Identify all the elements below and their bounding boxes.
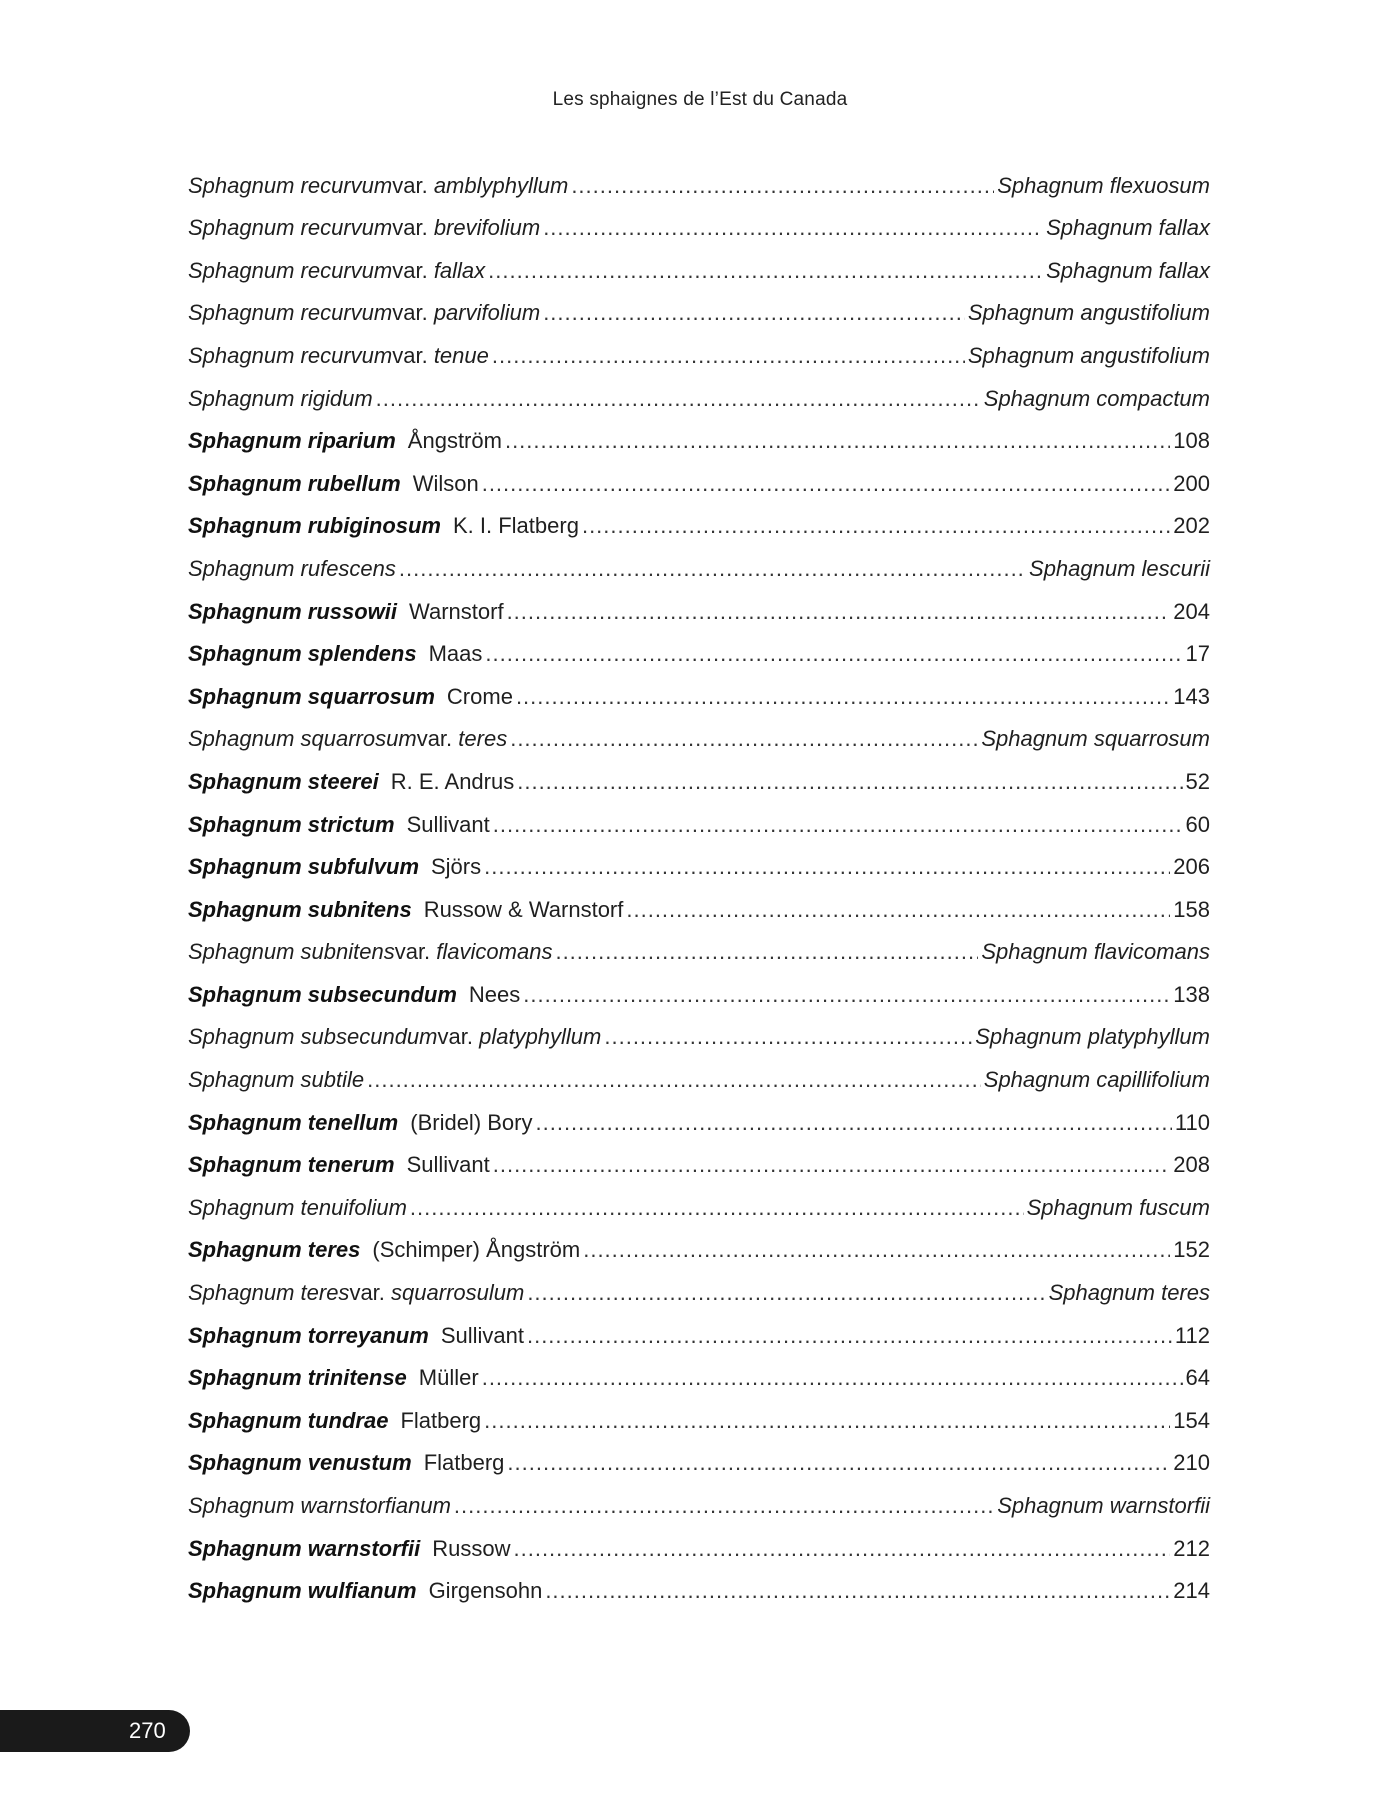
index-entry-accepted xyxy=(188,838,1210,881)
accepted-name-reference: Sphagnum warnstorfii xyxy=(997,1493,1210,1518)
dot-leader xyxy=(485,641,1182,667)
page-reference: 158 xyxy=(1173,896,1210,922)
dot-leader xyxy=(507,599,1171,625)
dot-leader xyxy=(527,1323,1172,1349)
dot-leader xyxy=(523,982,1170,1008)
dot-leader xyxy=(527,1280,1045,1306)
index-entry-accepted xyxy=(188,880,1210,923)
dot-leader xyxy=(545,1578,1170,1604)
index-entry-synonym xyxy=(188,241,1210,284)
rank-abbreviation: var. xyxy=(392,300,428,326)
index-entry-accepted xyxy=(188,1391,1210,1434)
taxon-name: Sphagnum tenellum xyxy=(188,1109,399,1135)
page-number-tab xyxy=(0,1710,190,1752)
index-entry-synonym xyxy=(188,1178,1210,1221)
taxon-name: Sphagnum rigidum xyxy=(188,385,373,411)
dot-leader xyxy=(493,1152,1171,1178)
rank-abbreviation: var. xyxy=(437,1024,473,1050)
dot-leader xyxy=(492,343,965,369)
index-entry-synonym xyxy=(188,1476,1210,1519)
taxon-author: Flatberg xyxy=(400,1407,482,1433)
infraspecific-epithet: parvifolium xyxy=(433,300,541,326)
index-entry-synonym xyxy=(188,923,1210,966)
taxon-author: Ångström xyxy=(407,428,502,454)
dot-leader xyxy=(516,684,1170,710)
dot-leader xyxy=(543,215,1043,241)
index-entry-accepted xyxy=(188,1349,1210,1392)
page-reference: 200 xyxy=(1173,470,1210,496)
accepted-name-reference: Sphagnum fallax xyxy=(1046,257,1210,283)
taxon-author: R. E. Andrus xyxy=(390,768,515,794)
dot-leader xyxy=(604,1024,972,1050)
taxon-author: Sjörs xyxy=(431,854,482,880)
taxon-author: (Schimper) Ångström xyxy=(372,1237,581,1263)
dot-leader xyxy=(517,769,1182,795)
index-entry-accepted xyxy=(188,795,1210,838)
accepted-name-reference: Sphagnum lescurii xyxy=(1029,555,1210,581)
infraspecific-epithet: teres xyxy=(458,726,508,752)
dot-leader xyxy=(543,300,965,326)
infraspecific-epithet: fallax xyxy=(433,257,486,283)
dot-leader xyxy=(571,173,994,199)
taxon-name: Sphagnum squarrosum xyxy=(188,683,435,709)
dot-leader xyxy=(514,1536,1171,1562)
page-reference: 152 xyxy=(1173,1237,1210,1263)
infraspecific-epithet: platyphyllum xyxy=(479,1024,602,1050)
taxon-name: Sphagnum subtile xyxy=(188,1067,365,1093)
page-reference: 154 xyxy=(1173,1407,1210,1433)
index-entry-accepted xyxy=(188,582,1210,625)
taxon-author: Sullivant xyxy=(406,811,490,837)
dot-leader xyxy=(505,428,1170,454)
taxon-name: Sphagnum rufescens xyxy=(188,555,396,581)
index-entry-accepted xyxy=(188,752,1210,795)
rank-abbreviation: var. xyxy=(392,215,428,241)
taxon-author: (Bridel) Bory xyxy=(410,1109,533,1135)
accepted-name-reference: Sphagnum flexuosum xyxy=(997,172,1210,198)
taxon-name: Sphagnum torreyanum xyxy=(188,1322,429,1348)
index-entry-accepted xyxy=(188,1434,1210,1477)
page-reference: 60 xyxy=(1185,811,1210,837)
rank-abbreviation: var. xyxy=(392,257,428,283)
rank-abbreviation: var. xyxy=(416,726,453,752)
dot-leader xyxy=(510,726,978,752)
page-reference: 108 xyxy=(1173,428,1210,454)
dot-leader xyxy=(399,556,1026,582)
index-list xyxy=(188,156,1210,1604)
taxon-name: Sphagnum strictum xyxy=(188,811,395,837)
taxon-author: Müller xyxy=(418,1365,479,1391)
taxon-name: Sphagnum recurvum xyxy=(188,300,393,326)
taxon-author: Crome xyxy=(446,683,513,709)
taxon-name: Sphagnum rubiginosum xyxy=(188,513,441,539)
taxon-author: Warnstorf xyxy=(409,598,504,624)
page-reference: 214 xyxy=(1173,1578,1210,1604)
index-entry-synonym xyxy=(188,1050,1210,1093)
taxon-name: Sphagnum tenerum xyxy=(188,1152,395,1178)
taxon-name: Sphagnum splendens xyxy=(188,641,417,667)
index-entry-accepted xyxy=(188,667,1210,710)
taxon-name: Sphagnum warnstorfianum xyxy=(188,1493,451,1518)
index-entry-synonym xyxy=(188,539,1210,582)
page-reference: 110 xyxy=(1174,1109,1210,1135)
taxon-name: Sphagnum warnstorfii xyxy=(188,1535,421,1561)
infraspecific-epithet: brevifolium xyxy=(433,215,541,241)
taxon-name: Sphagnum recurvum xyxy=(188,342,393,368)
taxon-name: Sphagnum rubellum xyxy=(188,470,401,496)
taxon-name: Sphagnum riparium xyxy=(188,428,396,454)
rank-abbreviation: var. xyxy=(394,939,431,965)
index-entry-accepted xyxy=(188,1136,1210,1179)
index-entry-accepted xyxy=(188,1306,1210,1349)
dot-leader xyxy=(536,1110,1172,1136)
rank-abbreviation: var. xyxy=(349,1280,385,1306)
page-reference: 206 xyxy=(1173,854,1210,880)
index-entry-synonym xyxy=(188,199,1210,242)
taxon-name: Sphagnum wulfianum xyxy=(188,1578,417,1604)
index-entry-synonym xyxy=(188,326,1210,369)
index-entry-synonym xyxy=(188,284,1210,327)
index-entry-accepted xyxy=(188,625,1210,668)
dot-leader xyxy=(493,812,1183,838)
page-reference: 112 xyxy=(1174,1322,1210,1348)
taxon-name: Sphagnum steerei xyxy=(188,768,379,794)
taxon-author: Russow & Warnstorf xyxy=(423,896,624,922)
accepted-name-reference: Sphagnum angustifolium xyxy=(967,342,1210,368)
taxon-name: Sphagnum subsecundum xyxy=(188,1024,438,1050)
taxon-author: Wilson xyxy=(412,470,479,496)
accepted-name-reference: Sphagnum teres xyxy=(1048,1280,1210,1306)
index-entry-synonym xyxy=(188,1008,1210,1051)
accepted-name-reference: Sphagnum capillifolium xyxy=(983,1067,1210,1093)
taxon-name: Sphagnum russowii xyxy=(188,598,398,624)
taxon-author: Maas xyxy=(428,641,483,667)
dot-leader xyxy=(376,386,981,412)
rank-abbreviation: var. xyxy=(392,342,428,368)
dot-leader xyxy=(482,1365,1183,1391)
dot-leader xyxy=(484,854,1170,880)
index-entry-accepted xyxy=(188,412,1210,455)
taxon-author: Russow xyxy=(432,1535,511,1561)
page-reference: 138 xyxy=(1173,981,1210,1007)
page-reference: 17 xyxy=(1185,641,1210,667)
taxon-name: Sphagnum subsecundum xyxy=(188,981,457,1007)
dot-leader xyxy=(582,513,1170,539)
index-entry-accepted xyxy=(188,454,1210,497)
taxon-author: Flatberg xyxy=(423,1450,505,1476)
taxon-name: Sphagnum subfulvum xyxy=(188,854,419,880)
infraspecific-epithet: amblyphyllum xyxy=(433,172,569,198)
taxon-name: Sphagnum recurvum xyxy=(188,172,393,198)
taxon-name: Sphagnum trinitense xyxy=(188,1365,407,1391)
dot-leader xyxy=(367,1067,981,1093)
dot-leader xyxy=(482,471,1171,497)
index-entry-accepted xyxy=(188,965,1210,1008)
dot-leader xyxy=(410,1195,1024,1221)
taxon-name: Sphagnum squarrosum xyxy=(188,726,417,752)
taxon-author: Sullivant xyxy=(440,1322,524,1348)
dot-leader xyxy=(454,1493,994,1519)
infraspecific-epithet: flavicomans xyxy=(436,939,553,965)
infraspecific-epithet: tenue xyxy=(433,342,489,368)
taxon-name: Sphagnum subnitens xyxy=(188,939,395,965)
accepted-name-reference: Sphagnum squarrosum xyxy=(981,726,1210,752)
taxon-name: Sphagnum teres xyxy=(188,1237,361,1263)
running-header: Les sphaignes de l’Est du Canada xyxy=(552,89,848,110)
accepted-name-reference: Sphagnum compactum xyxy=(983,385,1210,411)
dot-leader xyxy=(583,1237,1170,1263)
accepted-name-reference: Sphagnum fallax xyxy=(1046,215,1210,241)
index-entry-synonym xyxy=(188,1263,1210,1306)
index-entry-accepted xyxy=(188,1562,1210,1605)
page-reference: 143 xyxy=(1173,683,1210,709)
infraspecific-epithet: squarrosulum xyxy=(391,1280,525,1306)
taxon-name: Sphagnum tenuifolium xyxy=(188,1194,407,1220)
rank-abbreviation: var. xyxy=(392,172,428,198)
page-reference: 64 xyxy=(1185,1365,1210,1391)
page-number: 270 xyxy=(129,1718,166,1743)
index-entry-accepted xyxy=(188,497,1210,540)
index-entry-synonym xyxy=(188,369,1210,412)
dot-leader xyxy=(484,1408,1170,1434)
taxon-name: Sphagnum tundrae xyxy=(188,1407,389,1433)
dot-leader xyxy=(626,897,1170,923)
page-reference: 204 xyxy=(1173,598,1210,624)
page-reference: 202 xyxy=(1173,513,1210,539)
accepted-name-reference: Sphagnum fuscum xyxy=(1026,1194,1210,1220)
taxon-author: Sullivant xyxy=(406,1152,490,1178)
dot-leader xyxy=(507,1450,1170,1476)
taxon-author: Nees xyxy=(468,981,521,1007)
taxon-name: Sphagnum venustum xyxy=(188,1450,412,1476)
index-entry-accepted xyxy=(188,1519,1210,1562)
page-reference: 52 xyxy=(1185,768,1210,794)
accepted-name-reference: Sphagnum angustifolium xyxy=(967,300,1210,326)
taxon-name: Sphagnum teres xyxy=(188,1280,350,1306)
dot-leader xyxy=(488,258,1043,284)
index-entry-synonym xyxy=(188,156,1210,199)
page-reference: 212 xyxy=(1173,1535,1210,1561)
taxon-name: Sphagnum subnitens xyxy=(188,896,412,922)
index-entry-synonym xyxy=(188,710,1210,753)
index-entry-accepted xyxy=(188,1221,1210,1264)
dot-leader xyxy=(555,939,978,965)
taxon-author: Girgensohn xyxy=(428,1578,543,1604)
taxon-name: Sphagnum recurvum xyxy=(188,215,393,241)
taxon-name: Sphagnum recurvum xyxy=(188,257,393,283)
accepted-name-reference: Sphagnum platyphyllum xyxy=(975,1024,1210,1050)
index-entry-accepted xyxy=(188,1093,1210,1136)
accepted-name-reference: Sphagnum flavicomans xyxy=(981,939,1210,965)
taxon-author: K. I. Flatberg xyxy=(453,513,579,539)
page-reference: 208 xyxy=(1173,1152,1210,1178)
page-reference: 210 xyxy=(1173,1450,1210,1476)
